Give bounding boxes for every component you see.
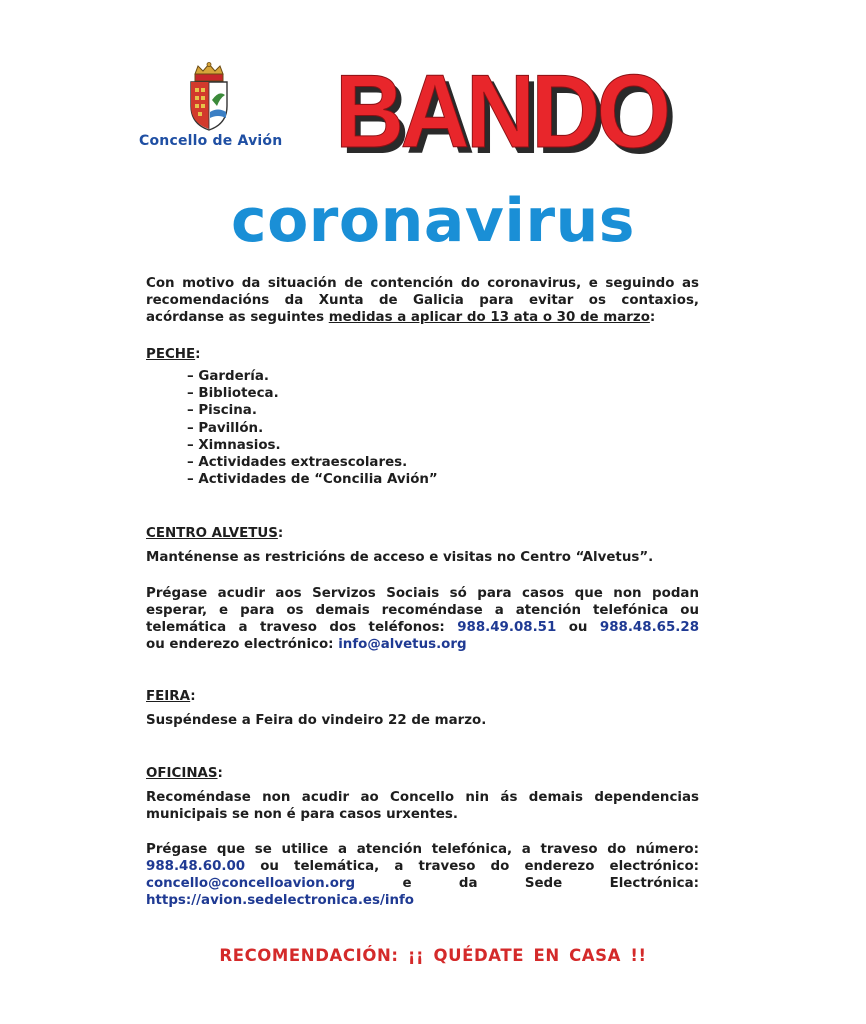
intro-line-3-prefix: acórdanse as seguintes bbox=[146, 310, 329, 325]
oficinas-heading-colon: : bbox=[217, 766, 223, 781]
list-item: – Biblioteca. bbox=[187, 385, 438, 402]
oficinas-p2-line-4 bbox=[146, 892, 699, 909]
intro-measures-dates: medidas a aplicar do 13 ata o 30 de marzo bbox=[328, 310, 650, 325]
list-item: – Gardería. bbox=[187, 368, 438, 385]
coat-of-arms-icon bbox=[186, 62, 232, 132]
list-item: – Actividades extraescolares. bbox=[187, 454, 438, 471]
list-item: – Piscina. bbox=[187, 402, 438, 419]
alvetus-phone-2: 988.48.65.28 bbox=[599, 620, 700, 635]
alvetus-p2-line-1: Prégase acudir aos Servizos Sociais só para casos que non podan bbox=[146, 586, 699, 601]
oficinas-p2-line-2-suffix: ou telemática, a traveso do enderezo electrónico: bbox=[245, 859, 699, 874]
alvetus-p2-line-4-prefix: ou enderezo electrónico: bbox=[146, 637, 339, 652]
sede-electronica-link[interactable]: https://avion.sedelectronica.es/info bbox=[146, 893, 415, 908]
feira-heading-colon: : bbox=[190, 689, 196, 704]
oficinas-heading-text: OFICINAS bbox=[146, 766, 218, 781]
intro-line-2: recomendacións da Xunta de Galicia para evitar os contaxios, bbox=[146, 293, 699, 308]
alvetus-p2-line-3 bbox=[146, 619, 699, 636]
municipality-label: Concello de Avión bbox=[139, 133, 283, 149]
page-subtitle: coronavirus bbox=[231, 186, 635, 256]
intro-line-3 bbox=[146, 309, 699, 326]
alvetus-p2-line-4 bbox=[146, 636, 699, 653]
feira-paragraph: Suspéndese a Feira do vindeiro 22 de marzo. bbox=[146, 713, 487, 728]
oficinas-p1-line-2: municipais se non é para casos urxentes. bbox=[146, 807, 458, 822]
alvetus-email-link[interactable]: info@alvetus.org bbox=[338, 637, 467, 652]
alvetus-p2-line-3-prefix: telemática a traveso dos teléfonos: bbox=[146, 620, 458, 635]
alvetus-paragraph-1: Manténense as restricións de acceso e visitas no Centro “Alvetus”. bbox=[146, 550, 654, 565]
section-heading-oficinas bbox=[146, 765, 699, 782]
section-heading-feira bbox=[146, 688, 699, 705]
section-heading-peche bbox=[146, 346, 699, 363]
oficinas-phone: 988.48.60.00 bbox=[146, 859, 246, 874]
section-heading-alvetus bbox=[146, 525, 699, 542]
alvetus-phone-1: 988.49.08.51 bbox=[457, 620, 557, 635]
list-item: – Ximnasios. bbox=[187, 437, 438, 454]
alvetus-heading-colon: : bbox=[277, 526, 284, 541]
alvetus-p2-line-2: esperar, e para os demais recoméndase a atención telefónica ou bbox=[146, 603, 699, 618]
alvetus-heading-text: CENTRO ALVETUS bbox=[146, 526, 278, 541]
stay-home-recommendation: RECOMENDACIÓN: ¡¡ QUÉDATE EN CASA !! bbox=[219, 946, 647, 965]
intro-line-1: Con motivo da situación de contención do coronavirus, e seguindo as bbox=[146, 276, 699, 291]
list-item: – Pavillón. bbox=[187, 420, 438, 437]
closures-list bbox=[187, 368, 438, 488]
page-title: BANDO bbox=[335, 54, 668, 170]
alvetus-or: ou bbox=[556, 620, 600, 635]
intro-line-3-suffix: : bbox=[649, 310, 656, 325]
list-item: – Actividades de “Concilia Avión” bbox=[187, 471, 438, 488]
oficinas-p1-line-1: Recoméndase non acudir ao Concello nin ás demais dependencias bbox=[146, 790, 699, 805]
oficinas-p2-line-1: Prégase que se utilice a atención telefónica, a traveso do número: bbox=[146, 842, 699, 857]
oficinas-p2-line-3 bbox=[146, 875, 699, 892]
oficinas-p2-line-3-suffix: e da Sede Electrónica: bbox=[355, 876, 699, 891]
peche-heading-colon: : bbox=[195, 347, 201, 362]
oficinas-p2-line-2 bbox=[146, 858, 699, 875]
concello-email-link[interactable]: concello@concelloavion.org bbox=[146, 876, 356, 891]
feira-heading-text: FEIRA bbox=[146, 689, 191, 704]
peche-heading-text: PECHE bbox=[146, 347, 196, 362]
